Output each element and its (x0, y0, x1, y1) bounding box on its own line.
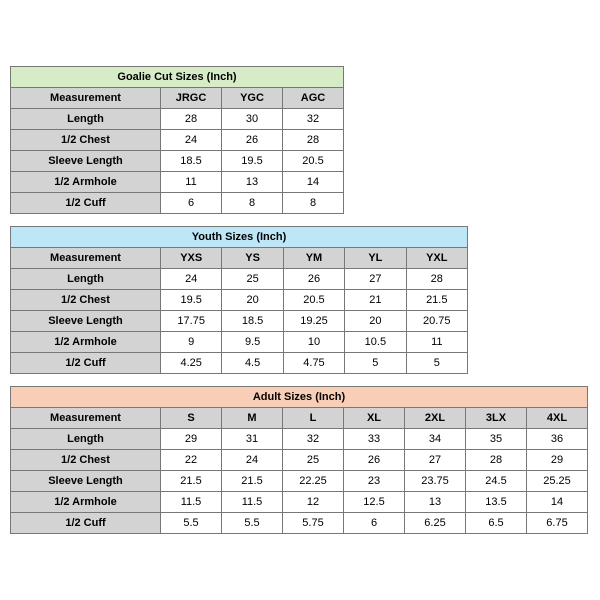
table-cell: 27 (345, 269, 406, 290)
row-label: 1/2 Chest (11, 450, 161, 471)
row-label: Length (11, 109, 161, 130)
column-header: Measurement (11, 408, 161, 429)
table-cell: 28 (161, 109, 222, 130)
table-cell: 14 (527, 492, 588, 513)
table-cell: 11.5 (222, 492, 283, 513)
table-cell: 18.5 (161, 151, 222, 172)
table-cell: 24.5 (466, 471, 527, 492)
table-cell: 19.25 (283, 311, 344, 332)
table-cell: 23 (344, 471, 405, 492)
table-cell: 21.5 (161, 471, 222, 492)
table-cell: 5 (406, 353, 467, 374)
table-row (11, 332, 468, 353)
table-row (11, 471, 588, 492)
table-cell: 4.5 (222, 353, 283, 374)
table-cell: 9.5 (222, 332, 283, 353)
table-title: Goalie Cut Sizes (Inch) (11, 67, 344, 88)
table-row (11, 450, 588, 471)
table-cell: 14 (283, 172, 344, 193)
row-label: Length (11, 429, 161, 450)
table-cell: 11 (161, 172, 222, 193)
table-row (11, 311, 468, 332)
row-label: Sleeve Length (11, 311, 161, 332)
column-header: S (161, 408, 222, 429)
table-cell: 31 (222, 429, 283, 450)
table-cell: 29 (161, 429, 222, 450)
row-label: 1/2 Chest (11, 290, 161, 311)
row-label: Sleeve Length (11, 151, 161, 172)
table-cell: 5.75 (283, 513, 344, 534)
table-row (11, 290, 468, 311)
table-cell: 6.75 (527, 513, 588, 534)
table-cell: 20.5 (283, 151, 344, 172)
table-cell: 13 (405, 492, 466, 513)
column-header: 4XL (527, 408, 588, 429)
table-cell: 17.75 (161, 311, 222, 332)
table-cell: 22.25 (283, 471, 344, 492)
table-row (11, 492, 588, 513)
table-row (11, 429, 588, 450)
row-label: 1/2 Cuff (11, 193, 161, 214)
row-label: Sleeve Length (11, 471, 161, 492)
row-label: Length (11, 269, 161, 290)
column-header: 2XL (405, 408, 466, 429)
table-cell: 21.5 (222, 471, 283, 492)
table-cell: 28 (466, 450, 527, 471)
row-label: 1/2 Cuff (11, 513, 161, 534)
table-row (11, 109, 344, 130)
table-cell: 18.5 (222, 311, 283, 332)
table-cell: 20.5 (283, 290, 344, 311)
column-header: L (283, 408, 344, 429)
table-cell: 4.75 (283, 353, 344, 374)
table-row (11, 151, 344, 172)
column-header: AGC (283, 88, 344, 109)
table-cell: 24 (161, 130, 222, 151)
table-cell: 34 (405, 429, 466, 450)
table-cell: 24 (222, 450, 283, 471)
table-row (11, 353, 468, 374)
table-cell: 36 (527, 429, 588, 450)
table-cell: 13 (222, 172, 283, 193)
row-label: 1/2 Cuff (11, 353, 161, 374)
column-header: Measurement (11, 248, 161, 269)
table-cell: 10 (283, 332, 344, 353)
table-cell: 25 (283, 450, 344, 471)
table-row (11, 130, 344, 151)
table-cell: 24 (161, 269, 222, 290)
table-title: Adult Sizes (Inch) (11, 387, 588, 408)
row-label: 1/2 Armhole (11, 332, 161, 353)
column-header: YGC (222, 88, 283, 109)
table-cell: 11 (406, 332, 467, 353)
table-cell: 5 (345, 353, 406, 374)
adult-size-table (10, 386, 588, 534)
row-label: 1/2 Chest (11, 130, 161, 151)
table-cell: 12.5 (344, 492, 405, 513)
table-cell: 6 (161, 193, 222, 214)
column-header: YM (283, 248, 344, 269)
table-row (11, 172, 344, 193)
table-cell: 26 (222, 130, 283, 151)
table-cell: 8 (222, 193, 283, 214)
column-header: 3LX (466, 408, 527, 429)
table-cell: 12 (283, 492, 344, 513)
table-cell: 23.75 (405, 471, 466, 492)
table-cell: 19.5 (161, 290, 222, 311)
youth-size-table (10, 226, 468, 374)
table-cell: 11.5 (161, 492, 222, 513)
row-label: 1/2 Armhole (11, 172, 161, 193)
table-row (11, 513, 588, 534)
table-cell: 21 (345, 290, 406, 311)
column-header: XL (344, 408, 405, 429)
table-cell: 32 (283, 109, 344, 130)
table-cell: 26 (283, 269, 344, 290)
column-header: YXS (161, 248, 222, 269)
table-cell: 13.5 (466, 492, 527, 513)
column-header: YXL (406, 248, 467, 269)
table-cell: 25 (222, 269, 283, 290)
goalie-size-table (10, 66, 344, 214)
table-cell: 35 (466, 429, 527, 450)
table-cell: 5.5 (161, 513, 222, 534)
table-cell: 28 (283, 130, 344, 151)
table-row (11, 193, 344, 214)
table-cell: 20 (222, 290, 283, 311)
table-cell: 21.5 (406, 290, 467, 311)
table-cell: 29 (527, 450, 588, 471)
table-cell: 25.25 (527, 471, 588, 492)
table-cell: 9 (161, 332, 222, 353)
table-cell: 28 (406, 269, 467, 290)
table-title: Youth Sizes (Inch) (11, 227, 468, 248)
table-cell: 5.5 (222, 513, 283, 534)
column-header: Measurement (11, 88, 161, 109)
table-cell: 20.75 (406, 311, 467, 332)
table-cell: 32 (283, 429, 344, 450)
table-cell: 22 (161, 450, 222, 471)
column-header: YS (222, 248, 283, 269)
row-label: 1/2 Armhole (11, 492, 161, 513)
table-cell: 4.25 (161, 353, 222, 374)
column-header: YL (345, 248, 406, 269)
table-cell: 10.5 (345, 332, 406, 353)
table-cell: 8 (283, 193, 344, 214)
table-cell: 19.5 (222, 151, 283, 172)
table-cell: 26 (344, 450, 405, 471)
table-cell: 6 (344, 513, 405, 534)
column-header: JRGC (161, 88, 222, 109)
table-cell: 30 (222, 109, 283, 130)
column-header: M (222, 408, 283, 429)
table-cell: 6.25 (405, 513, 466, 534)
table-row (11, 269, 468, 290)
table-cell: 27 (405, 450, 466, 471)
table-cell: 6.5 (466, 513, 527, 534)
table-cell: 20 (345, 311, 406, 332)
table-cell: 33 (344, 429, 405, 450)
